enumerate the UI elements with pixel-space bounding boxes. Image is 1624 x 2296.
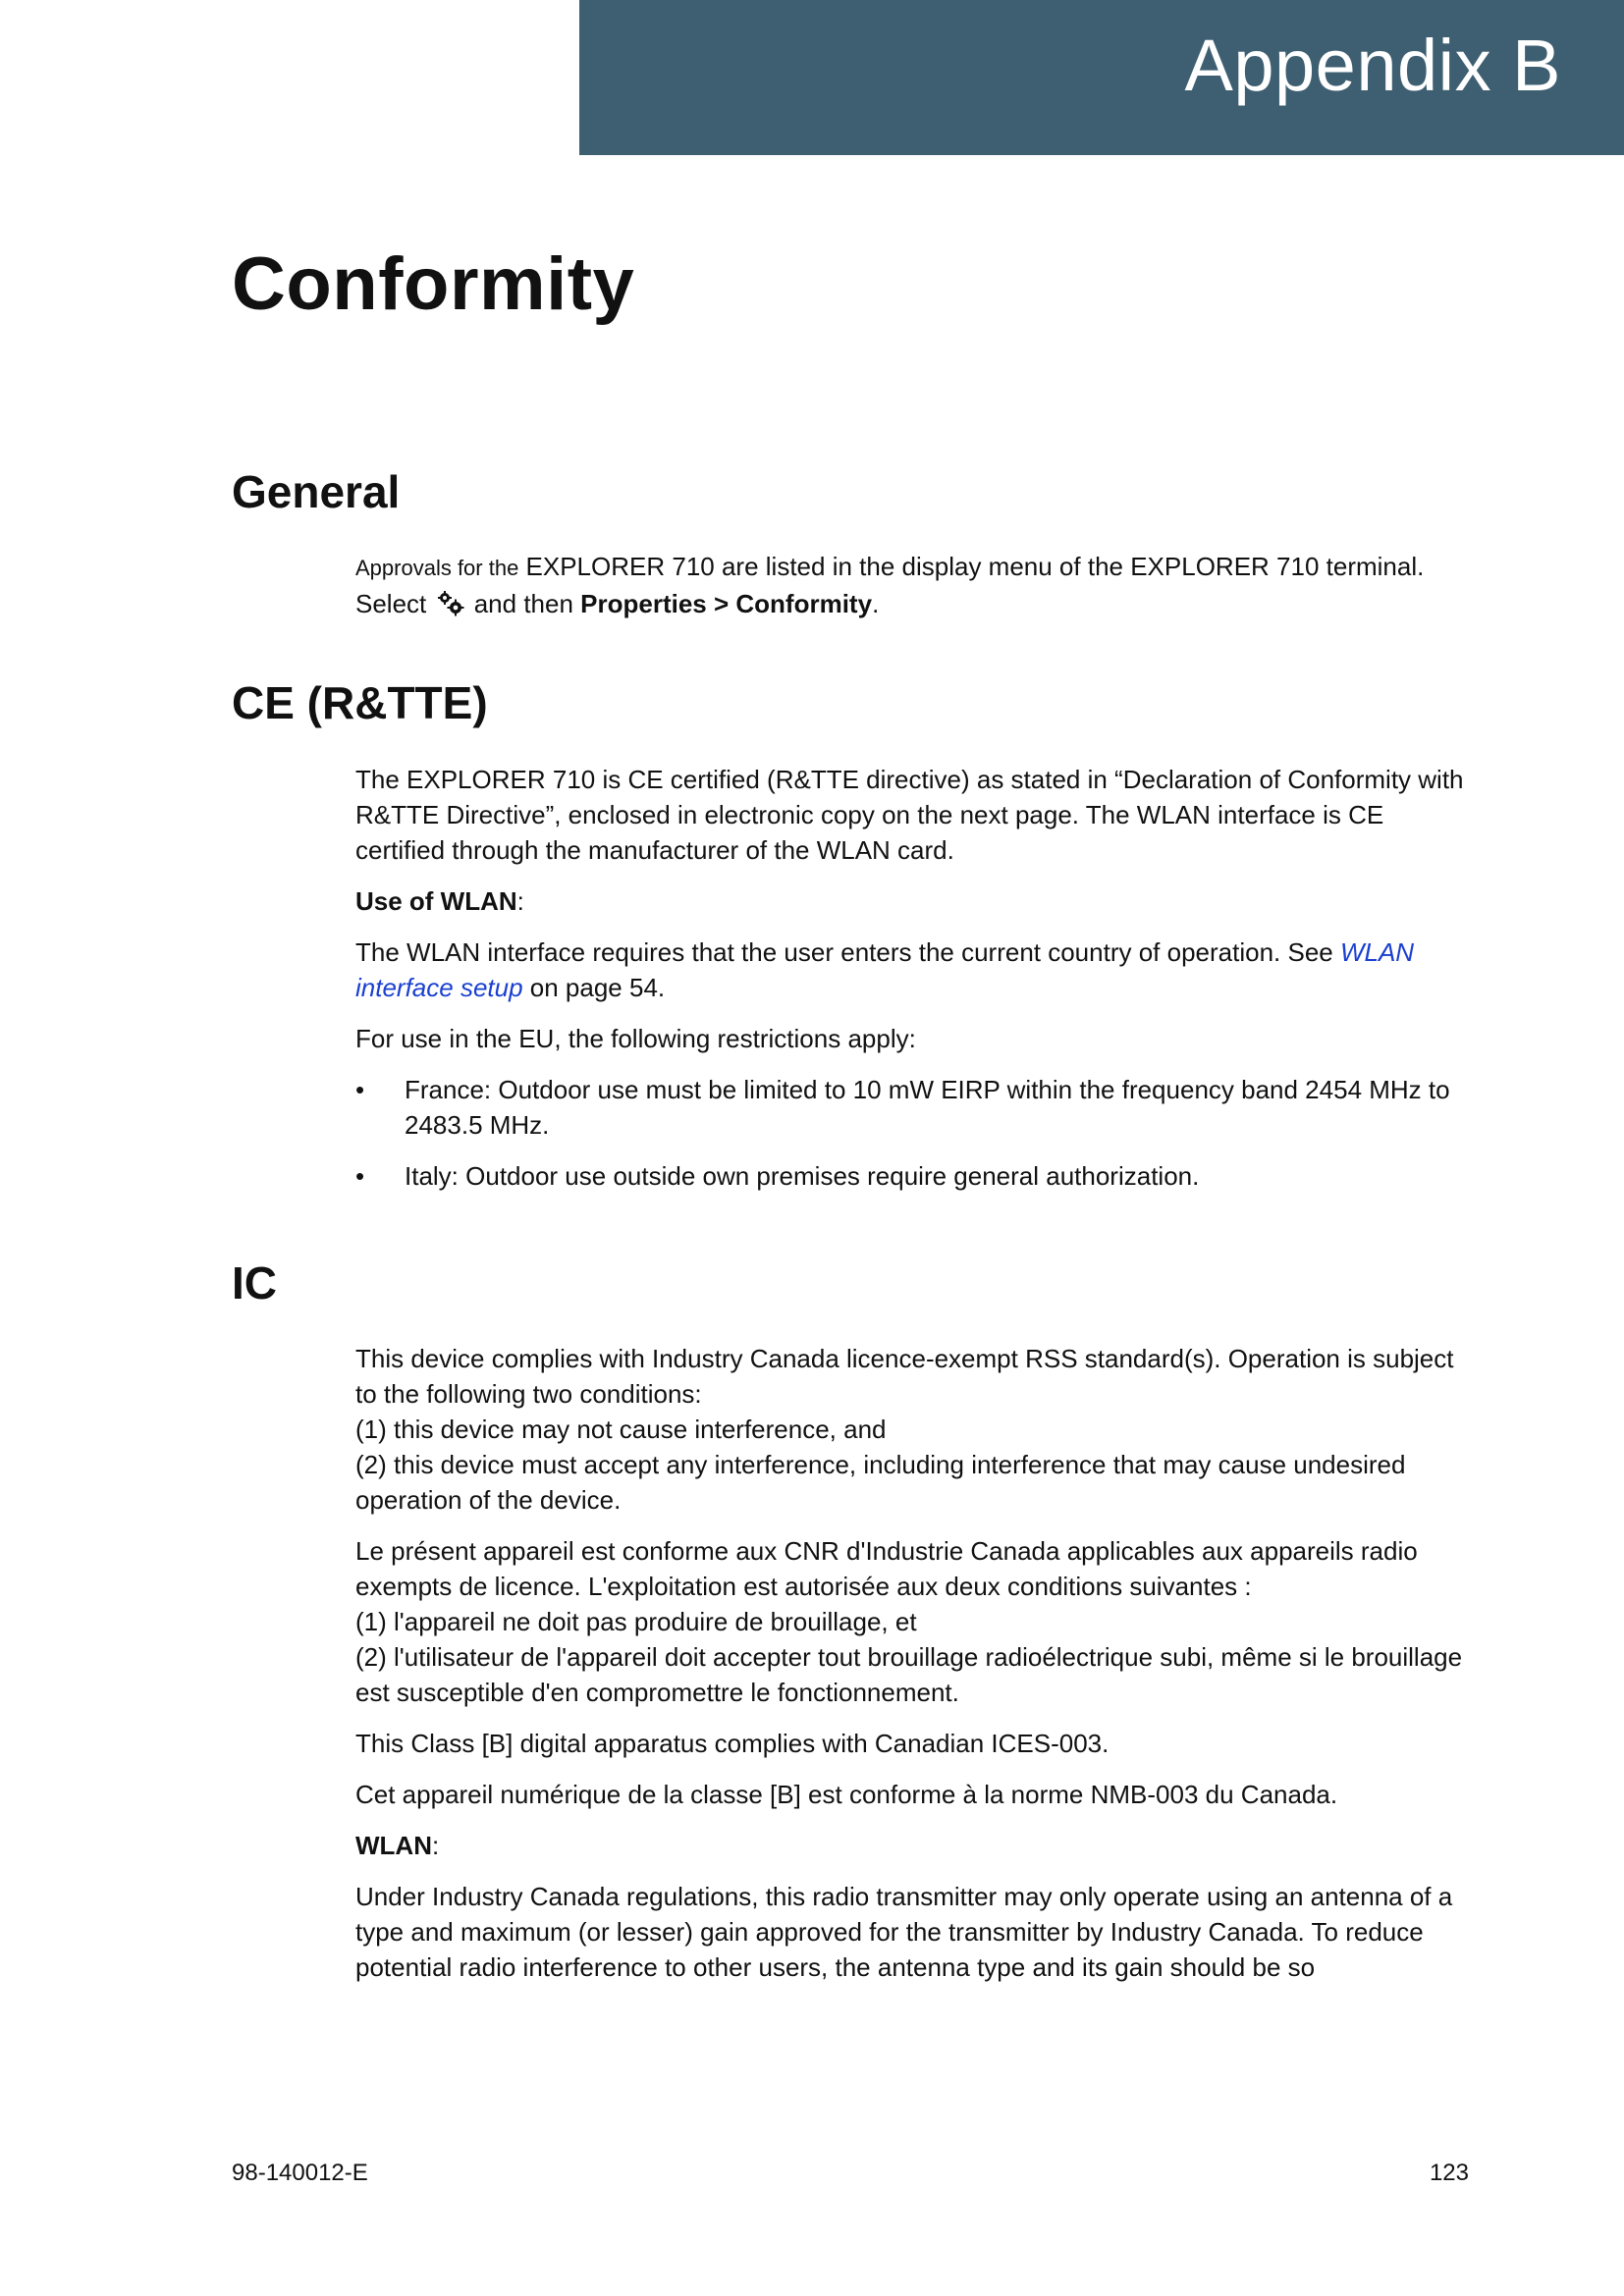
ce-paragraph-3: For use in the EU, the following restrictions apply:: [355, 1024, 916, 1053]
use-of-wlan-colon: :: [516, 886, 524, 916]
general-intro-rest: EXPLORER 710 are listed in the display menu of the EXPLORER 710 terminal.: [518, 552, 1425, 581]
ce-paragraph-2: [355, 934, 1465, 1005]
ic-english-paragraph: [355, 1341, 1465, 1518]
list-item: [355, 1072, 1465, 1143]
bullet-icon: •: [355, 1075, 365, 1104]
ic-wlan-label: WLAN: [355, 1831, 432, 1860]
page-title: Conformity: [232, 242, 635, 326]
list-item: [355, 1158, 1465, 1194]
ic-wlan-heading: [355, 1828, 1465, 1863]
ic-en-line-2: (1) this device may not cause interference, and: [355, 1415, 887, 1444]
ic-class-b-french: Cet appareil numérique de la classe [B] est conforme à la norme NMB-003 du Canada.: [355, 1780, 1338, 1809]
use-of-wlan-label: Use of WLAN: [355, 886, 517, 916]
ic-en-line-1: This device complies with Industry Canada licence-exempt RSS standard(s). Operation is subject to the following two conditions:: [355, 1344, 1454, 1409]
use-of-wlan-heading: [355, 883, 1465, 919]
bullet-text-italy: Italy: Outdoor use outside own premises require general authorization.: [405, 1161, 1200, 1191]
select-mid: and then: [466, 589, 581, 618]
ic-wlan-colon: :: [431, 1831, 440, 1860]
general-intro-small: Approvals for the: [355, 556, 519, 580]
ic-class-b-english: This Class [B] digital apparatus complies with Canadian ICES-003.: [355, 1729, 1110, 1758]
bullet-icon: •: [355, 1161, 365, 1191]
appendix-banner: [579, 0, 1624, 155]
ic-fr-line-2: (1) l'appareil ne doit pas produire de brouillage, et: [355, 1607, 917, 1636]
heading-ce: CE (R&TTE): [232, 677, 488, 728]
bullet-text-france: France: Outdoor use must be limited to 10 mW EIRP within the frequency band 2454 MHz to 2483.5 MHz.: [405, 1075, 1450, 1140]
ce-body: [355, 762, 1465, 1194]
select-prefix: Select: [355, 589, 434, 618]
footer-page-number: 123: [1429, 2160, 1469, 2186]
ic-body: [355, 1341, 1465, 1985]
ic-en-line-3: (2) this device must accept any interference, including interference that may cause undesired operation of the device.: [355, 1450, 1406, 1515]
general-paragraph: [355, 549, 1465, 625]
general-body: [355, 549, 1465, 625]
ic-fr-line-1: Le présent appareil est conforme aux CNR d'Industrie Canada applicables aux appareils radio exempts de licence. L'exploitation est autorisée aux deux conditions suivantes :: [355, 1536, 1418, 1601]
settings-icon: [436, 590, 465, 625]
wlan-interface-setup-link[interactable]: WLAN interface setup: [355, 937, 1415, 1002]
appendix-label: Appendix B: [1184, 25, 1561, 106]
footer-doc-number: 98-140012-E: [232, 2160, 368, 2186]
ce-p2-start: The WLAN interface requires that the user enters the current country of operation. See: [355, 937, 1340, 967]
properties-conformity-path: Properties > Conformity: [580, 589, 873, 618]
heading-general: General: [232, 466, 401, 517]
ce-paragraph-1: The EXPLORER 710 is CE certified (R&TTE directive) as stated in “Declaration of Conformity with R&TTE Directive”, enclosed in electronic copy on the next page. The WLAN interface is CE certified through the manufacturer of the WLAN card.: [355, 765, 1464, 865]
select-end: .: [872, 589, 880, 618]
ic-wlan-paragraph: Under Industry Canada regulations, this radio transmitter may only operate using an antenna of a type and maximum (or lesser) gain approved for the transmitter by Industry Canada. To reduce potential radio interference to other users, the antenna type and its gain should be so: [355, 1882, 1453, 1982]
heading-ic: IC: [232, 1257, 277, 1308]
ic-fr-line-3: (2) l'utilisateur de l'appareil doit accepter tout brouillage radioélectrique subi, même si le brouillage est susceptible d'en compromettre le fonctionnement.: [355, 1642, 1463, 1707]
ce-p2-end: on page 54.: [522, 973, 666, 1002]
ic-french-paragraph: [355, 1533, 1465, 1710]
